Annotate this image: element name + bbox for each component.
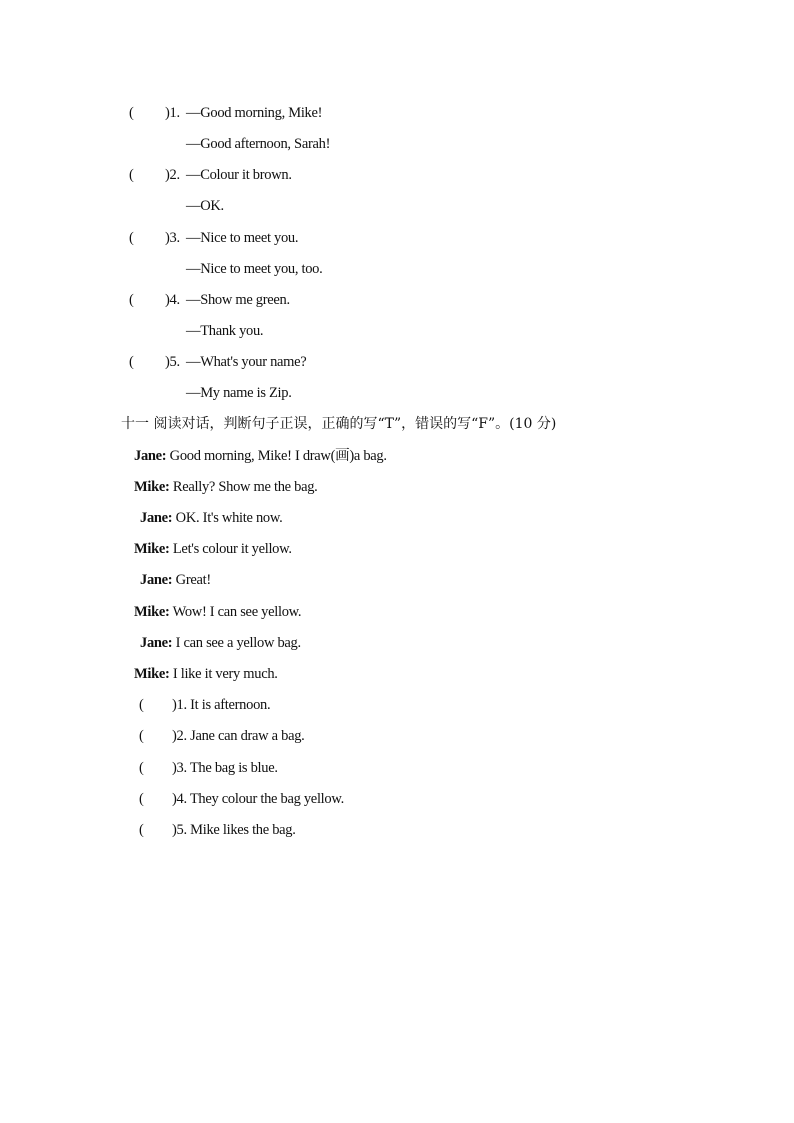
speech-text: I like it very much. (169, 666, 278, 682)
dialogue-row (134, 665, 278, 683)
question-text: )2. Jane can draw a bag. (172, 728, 305, 744)
speech-text: Great! (172, 572, 211, 588)
item-number: )1. (165, 105, 180, 121)
dialogue-line: —Nice to meet you. (186, 230, 299, 246)
dialogue-row (140, 509, 282, 527)
item-number: )2. (165, 167, 180, 183)
speech-text: OK. It's white now. (172, 510, 283, 526)
speech-text: Wow! I can see yellow. (169, 604, 302, 620)
speech-text: Let's colour it yellow. (169, 541, 292, 557)
dialogue-row (140, 634, 301, 652)
speaker-label: Jane: (134, 448, 167, 464)
dialogue-row (140, 571, 211, 589)
speech-text: I can see a yellow bag. (172, 635, 301, 651)
question-text: )1. It is afternoon. (172, 697, 271, 713)
answer-paren[interactable]: ( (139, 697, 144, 713)
dialogue-line: —Colour it brown. (186, 167, 292, 183)
answer-paren[interactable]: ( (139, 822, 144, 838)
dialogue-line: —My name is Zip. (186, 385, 292, 401)
dialogue-line: —Nice to meet you, too. (186, 261, 323, 277)
answer-paren[interactable]: ( (139, 728, 144, 744)
item-number: )4. (165, 292, 180, 308)
paren-open: ( (129, 230, 134, 246)
speaker-label: Jane: (140, 572, 173, 588)
paren-open: ( (129, 292, 134, 308)
speaker-label: Mike: (134, 604, 170, 620)
dialogue-row (134, 447, 387, 465)
paren-open: ( (129, 105, 134, 121)
question-text: )4. They colour the bag yellow. (172, 791, 344, 807)
item-number: )3. (165, 230, 180, 246)
speaker-label: Jane: (140, 635, 173, 651)
dialogue-line: —What's your name? (186, 354, 307, 370)
dialogue-row (134, 478, 317, 496)
speaker-label: Mike: (134, 541, 170, 557)
answer-paren[interactable]: ( (139, 791, 144, 807)
question-text: )5. Mike likes the bag. (172, 822, 296, 838)
dialogue-line: —Thank you. (186, 323, 264, 339)
speaker-label: Mike: (134, 666, 170, 682)
dialogue-line: —Good morning, Mike! (186, 105, 323, 121)
speaker-label: Jane: (140, 510, 173, 526)
paren-open: ( (129, 354, 134, 370)
speaker-label: Mike: (134, 479, 170, 495)
speech-text: Really? Show me the bag. (169, 479, 318, 495)
section-heading: 十一 阅读对话，判断句子正误，正确的写“T”，错误的写“F”。(10 分) (121, 416, 557, 432)
paren-open: ( (129, 167, 134, 183)
dialogue-line: —OK. (186, 198, 224, 214)
question-text: )3. The bag is blue. (172, 760, 278, 776)
answer-paren[interactable]: ( (139, 760, 144, 776)
dialogue-row (134, 540, 292, 558)
item-number: )5. (165, 354, 180, 370)
dialogue-row (134, 603, 301, 621)
speech-text: Good morning, Mike! I draw(画)a bag. (166, 448, 387, 464)
dialogue-line: —Show me green. (186, 292, 290, 308)
dialogue-line: —Good afternoon, Sarah! (186, 136, 331, 152)
